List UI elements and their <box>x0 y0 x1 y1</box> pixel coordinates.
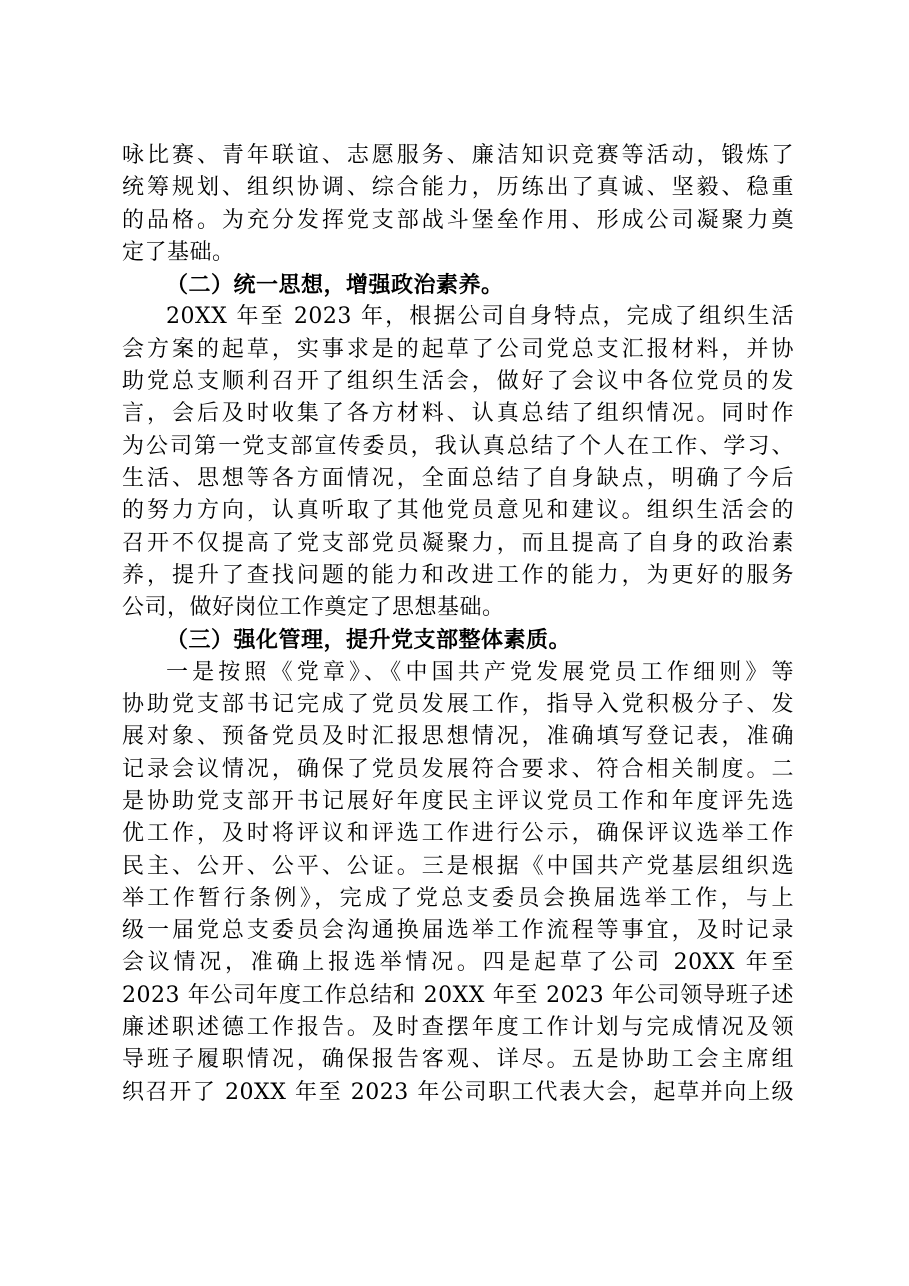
text-line: 的努力方向，认真听取了其他党员意见和建议。组织生活会的 <box>122 498 794 524</box>
text-line: 统筹规划、组织协调、综合能力，历练出了真诚、坚毅、稳重 <box>122 175 794 201</box>
text-line: 公司，做好岗位工作奠定了思想基础。 <box>122 595 505 621</box>
section-heading: （二）统一思想，增强政治素养。 <box>166 272 504 299</box>
text-line: 是协助党支部开书记展好年度民主评议党员工作和年度评先选 <box>122 788 794 814</box>
text-line: 咏比赛、青年联谊、志愿服务、廉洁知识竞赛等活动，锻炼了 <box>122 143 794 168</box>
document-body <box>122 140 794 1109</box>
text-line: 定了基础。 <box>122 239 235 265</box>
text-line: 廉述职述德工作报告。及时查摆年度工作计划与完成情况及领 <box>122 1015 794 1041</box>
text-line: 会方案的起草，实事求是的起草了公司党总支汇报材料，并协 <box>122 336 794 362</box>
text-line: 生活、思想等各方面情况，全面总结了自身缺点，明确了今后 <box>122 465 794 491</box>
text-line: 助党总支顺利召开了组织生活会，做好了会议中各位党员的发 <box>122 369 794 395</box>
text-line: 的品格。为充分发挥党支部战斗堡垒作用、形成公司凝聚力奠 <box>122 207 794 233</box>
text-line: 一是按照《党章》、《中国共产党发展党员工作细则》等 <box>166 659 794 685</box>
text-line: 协助党支部书记完成了党员发展工作，指导入党积极分子、发 <box>122 692 794 718</box>
text-line: 导班子履职情况，确保报告客观、详尽。五是协助工会主席组 <box>122 1047 794 1073</box>
text-line: 民主、公开、公平、公证。三是根据《中国共产党基层组织选 <box>122 853 794 879</box>
text-line: 养，提升了查找问题的能力和改进工作的能力，为更好的服务 <box>122 562 794 588</box>
text-line: 20XX 年至 2023 年，根据公司自身特点，完成了组织生活 <box>166 304 794 330</box>
text-line: 会议情况，准确上报选举情况。四是起草了公司 20XX 年至 <box>122 950 794 976</box>
text-line: 言，会后及时收集了各方材料、认真总结了组织情况。同时作 <box>122 401 794 427</box>
text-line: 级一届党总支委员会沟通换届选举工作流程等事宜，及时记录 <box>122 918 794 944</box>
section-heading: （三）强化管理，提升党支部整体素质。 <box>166 627 572 654</box>
text-line: 记录会议情况，确保了党员发展符合要求、符合相关制度。二 <box>122 756 794 782</box>
text-line: 2023 年公司年度工作总结和 20XX 年至 2023 年公司领导班子述 <box>122 982 794 1008</box>
text-line: 召开不仅提高了党支部党员凝聚力，而且提高了自身的政治素 <box>122 530 794 556</box>
text-line: 展对象、预备党员及时汇报思想情况，准确填写登记表，准确 <box>122 724 794 750</box>
text-line: 优工作，及时将评议和评选工作进行公示，确保评议选举工作 <box>122 821 794 847</box>
text-line: 举工作暂行条例》，完成了党总支委员会换届选举工作，与上 <box>122 885 794 911</box>
text-line: 织召开了 20XX 年至 2023 年公司职工代表大会，起草并向上级 <box>122 1079 794 1105</box>
text-line: 为公司第一党支部宣传委员，我认真总结了个人在工作、学习、 <box>122 433 794 459</box>
